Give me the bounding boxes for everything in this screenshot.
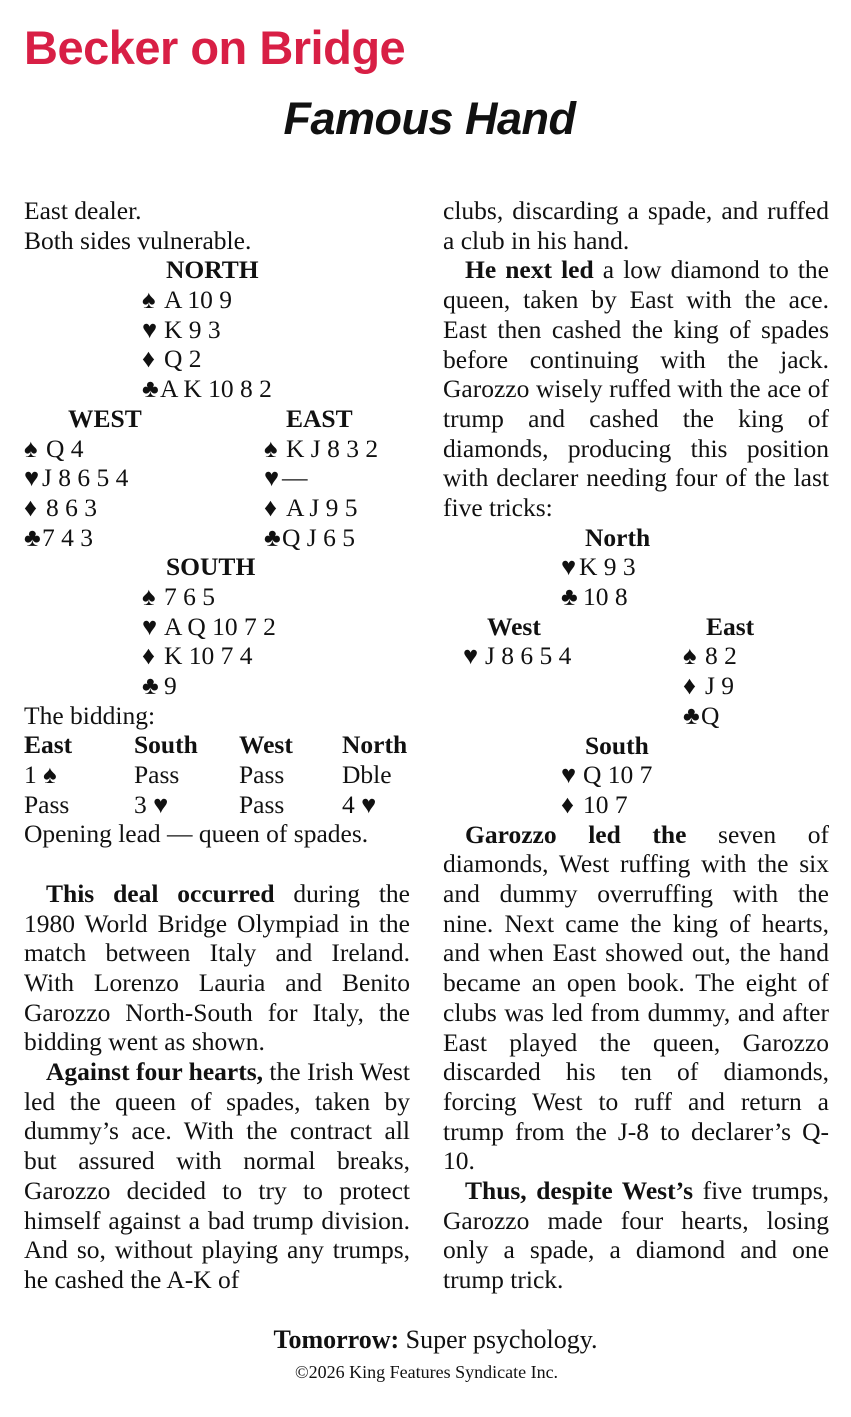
heart-icon: ♥: [142, 314, 158, 344]
club-icon: ♣: [142, 671, 159, 700]
pos-south-diamonds: 10 7: [583, 789, 628, 819]
column-brand: Becker on Bridge: [24, 21, 406, 74]
club-icon: ♣: [264, 522, 281, 552]
diamond-icon: ♦: [142, 641, 156, 671]
left-article-text: [24, 879, 410, 1295]
tomorrow-label: Tomorrow:: [273, 1325, 400, 1354]
west-diamonds: 8 6 3: [46, 492, 97, 522]
spade-icon: ♠: [683, 641, 697, 671]
pos-south-label: South: [585, 730, 649, 760]
spade-icon: ♠: [142, 581, 156, 611]
club-icon: ♣: [683, 700, 700, 730]
north-label: NORTH: [166, 255, 259, 285]
club-icon: ♣: [142, 374, 159, 404]
right-column: [443, 196, 829, 1295]
spade-icon: ♠: [142, 285, 156, 315]
opening-lead: Opening lead — queen of spades.: [24, 819, 369, 849]
west-label: WEST: [68, 403, 142, 433]
pos-south-hearts: Q 10 7: [583, 760, 653, 790]
pos-east-clubs: Q: [701, 700, 720, 730]
tomorrow-text: Super psychology.: [399, 1325, 598, 1354]
south-spades: 7 6 5: [164, 581, 215, 611]
heart-icon: ♥: [24, 463, 40, 493]
right-article-top: [443, 196, 829, 523]
paragraph: Against four hearts, the Irish West led the queen of spades, taken by dummy’s ace. With the contract all but assured with normal breaks, Garozzo decided to try to protect himself against a bad trump division. And so, without playing any trumps, he cashed the A-K of: [24, 1057, 410, 1294]
west-clubs: 7 4 3: [42, 522, 93, 552]
diamond-icon: ♦: [264, 492, 278, 522]
north-diamonds: Q 2: [164, 344, 202, 374]
paragraph: This deal occurred during the 1980 World Bridge Olympiad in the match between Italy and Ireland. With Lorenzo Lauria and Benito Garozzo North-South for Italy, the bidding went as shown.: [24, 878, 411, 1057]
east-label: EAST: [286, 403, 353, 433]
tomorrow-teaser: [0, 1325, 851, 1355]
bid-cell: Pass: [239, 789, 285, 819]
pos-west-hearts: J 8 6 5 4: [485, 641, 572, 671]
paragraph: Thus, despite West’s five trumps, Garozzo made four hearts, losing only a spade, a diamond and one trump trick.: [443, 1176, 829, 1295]
paragraph: clubs, discarding a spade, and ruffed a club in his hand.: [443, 196, 829, 255]
diamond-icon: ♦: [142, 344, 156, 374]
diamond-icon: ♦: [561, 789, 575, 819]
bid-header-north: North: [342, 730, 408, 760]
bid-cell: 3 ♥: [134, 789, 169, 819]
heart-icon: ♥: [561, 760, 577, 790]
south-hearts: A Q 10 7 2: [164, 611, 276, 641]
paragraph: Garozzo led the seven of diamonds, West ruffing with the six and dummy overruffing with the nine. Next came the king of hearts, and when East showed out, the hand became an open book. The eight of clubs was led from dummy, and after East played the queen, Garozzo discarded his ten of diamonds, forcing West to ruff and return a trump from the J-8 to declarer’s Q-10.: [443, 819, 829, 1176]
bid-cell: Pass: [134, 760, 180, 790]
paragraph: He next led a low diamond to the queen, taken by East with the ace. East then cashed the king of spades before continuing with the jack. Garozzo wisely ruffed with the ace of trump and cashed the king of diamonds, producing this position with declarer needing four of the last five tricks:: [443, 255, 829, 523]
north-clubs: A K 10 8 2: [160, 374, 272, 404]
bid-cell: 4 ♥: [342, 789, 377, 819]
west-spades: Q 4: [46, 433, 84, 463]
bid-cell: Dble: [342, 760, 392, 790]
pos-east-diamonds: J 9: [705, 671, 735, 701]
bid-cell: 1 ♠: [24, 760, 57, 790]
spade-icon: ♠: [264, 433, 278, 463]
south-label: SOUTH: [166, 552, 256, 582]
left-column: [24, 196, 410, 1295]
copyright: ©2026 King Features Syndicate Inc.: [294, 1362, 559, 1382]
east-diamonds: A J 9 5: [286, 492, 358, 522]
club-icon: ♣: [561, 582, 578, 612]
vulnerability-line: Both sides vulnerable.: [24, 225, 252, 255]
pos-east-label: East: [706, 611, 755, 641]
bidding-table: [24, 730, 410, 819]
dealer-line: East dealer.: [24, 196, 142, 225]
south-clubs: 9: [164, 671, 177, 700]
heart-icon: ♥: [142, 611, 158, 641]
heart-icon: ♥: [264, 463, 280, 493]
end-position-diagram: [443, 523, 829, 820]
bid-header-south: South: [134, 730, 198, 760]
diamond-icon: ♦: [683, 671, 697, 701]
pos-north-clubs: 10 8: [583, 582, 628, 612]
pos-west-label: West: [487, 611, 541, 641]
right-article-bottom: [443, 820, 829, 1295]
heart-icon: ♥: [561, 552, 577, 582]
bid-cell: Pass: [239, 760, 285, 790]
north-spades: A 10 9: [164, 285, 233, 315]
north-hand: [24, 255, 410, 403]
south-hand: [24, 552, 410, 700]
heart-icon: ♥: [463, 641, 479, 671]
east-spades: K J 8 3 2: [286, 433, 379, 463]
bid-header-east: East: [24, 730, 73, 760]
diamond-icon: ♦: [24, 492, 38, 522]
north-hearts: K 9 3: [164, 314, 221, 344]
pos-east-spades: 8 2: [705, 641, 737, 671]
bid-cell: Pass: [24, 789, 70, 819]
bid-header-west: West: [239, 730, 293, 760]
west-east-hands: [24, 404, 410, 552]
west-hearts: J 8 6 5 4: [42, 463, 129, 493]
column-subtitle: Famous Hand: [283, 93, 576, 144]
spade-icon: ♠: [24, 433, 38, 463]
pos-north-hearts: K 9 3: [579, 552, 636, 582]
pos-north-label: North: [585, 522, 651, 552]
bidding-label: The bidding:: [24, 700, 156, 730]
south-diamonds: K 10 7 4: [164, 641, 253, 671]
club-icon: ♣: [24, 522, 41, 552]
east-hearts: —: [282, 463, 308, 493]
east-clubs: Q J 6 5: [282, 522, 355, 552]
